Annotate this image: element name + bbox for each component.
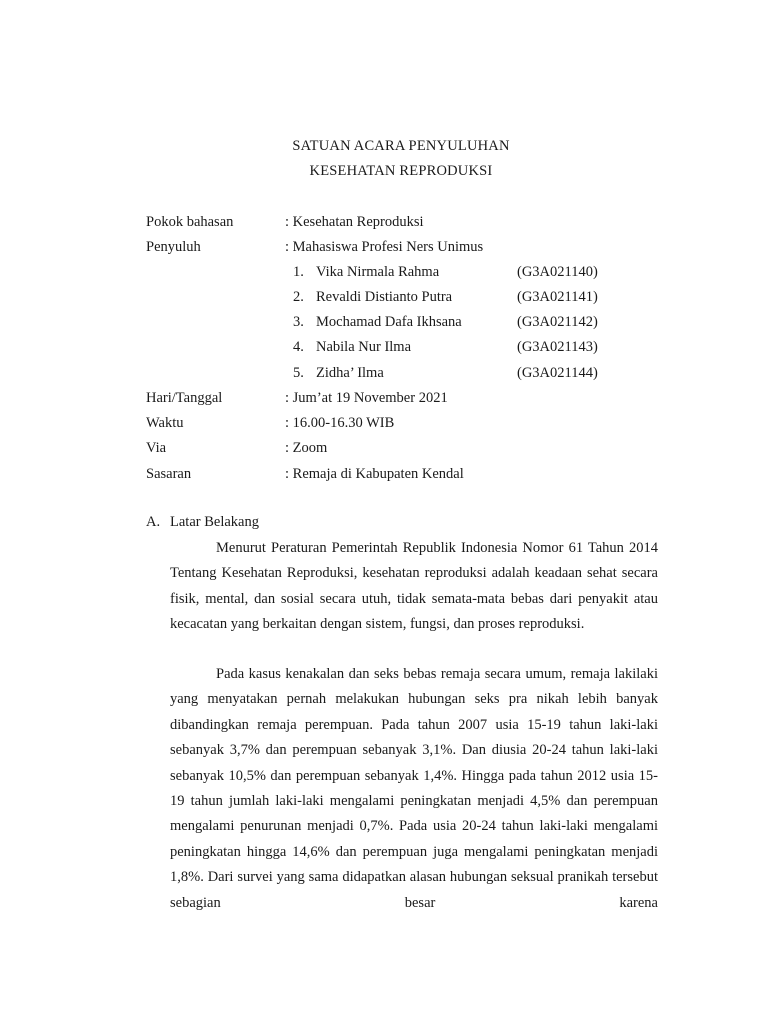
- member-number: 5.: [293, 365, 304, 381]
- info-value: : 16.00-16.30 WIB: [285, 415, 395, 431]
- member-name: Nabila Nur Ilma: [316, 339, 412, 355]
- info-label: Sasaran: [146, 466, 192, 482]
- member-number: 2.: [293, 289, 304, 305]
- member-number: 3.: [293, 314, 304, 330]
- info-value: : Mahasiswa Profesi Ners Unimus: [285, 239, 484, 255]
- info-value: : Jum’at 19 November 2021: [285, 390, 448, 406]
- info-value: : Remaja di Kabupaten Kendal: [285, 466, 464, 482]
- member-name: Mochamad Dafa Ikhsana: [316, 314, 462, 330]
- member-id: (G3A021140): [517, 264, 598, 280]
- member-number: 1.: [293, 264, 304, 280]
- info-label: Via: [146, 440, 167, 456]
- member-name: Zidha’ Ilma: [316, 365, 384, 381]
- member-id: (G3A021144): [517, 365, 598, 381]
- info-value: : Kesehatan Reproduksi: [285, 214, 424, 230]
- document-title-line-1: SATUAN ACARA PENYULUHAN: [292, 138, 510, 154]
- section-title: Latar Belakang: [170, 514, 259, 530]
- document-title-line-2: KESEHATAN REPRODUKSI: [309, 163, 493, 179]
- info-label: Hari/Tanggal: [146, 390, 223, 406]
- member-name: Revaldi Distianto Putra: [316, 289, 453, 305]
- member-name: Vika Nirmala Rahma: [316, 264, 440, 280]
- info-value: : Zoom: [285, 440, 328, 456]
- info-label: Pokok bahasan: [146, 214, 234, 230]
- paragraph-2: Pada kasus kenakalan dan seks bebas remaja secara umum, remaja lakilaki yang menyatakan pernah melakukan hubungan seks pra nikah lebih banyak dibandingkan remaja perempuan. Pada tahun 2007 usia 15-19 tahun laki-laki sebanyak 3,7% dan perempuan sebanyak 3,1%. Dan diusia 20-24 tahun laki-laki sebanyak 10,5% dan perempuan sebanyak 1,4%. Hingga pada tahun 2012 usia 15-19 tahun jumlah laki-laki mengalami peningkatan menjadi 4,5% dan perempuan mengalami penurunan menjadi 0,7%. Pada usia 20-24 tahun laki-laki mengalami peningkatan hingga 14,6% dan perempuan juga mengalami peningkatan menjadi 1,8%. Dari survei yang sama didapatkan alasan hubungan seksual pranikah tersebut sebagian besar karena: [170, 666, 658, 911]
- member-id: (G3A021143): [517, 339, 598, 355]
- section-letter: A.: [146, 514, 161, 530]
- info-label: Penyuluh: [146, 239, 201, 255]
- member-id: (G3A021142): [517, 314, 598, 330]
- member-id: (G3A021141): [517, 289, 598, 305]
- paragraph-1: Menurut Peraturan Pemerintah Republik Indonesia Nomor 61 Tahun 2014 Tentang Kesehatan Reproduksi, kesehatan reproduksi adalah keadaan sehat secara fisik, mental, dan sosial secara utuh, tidak semata-mata bebas dari penyakit atau kecacatan yang berkaitan dengan sistem, fungsi, dan proses reproduksi.: [170, 540, 658, 633]
- member-number: 4.: [293, 339, 304, 355]
- info-label: Waktu: [146, 415, 184, 431]
